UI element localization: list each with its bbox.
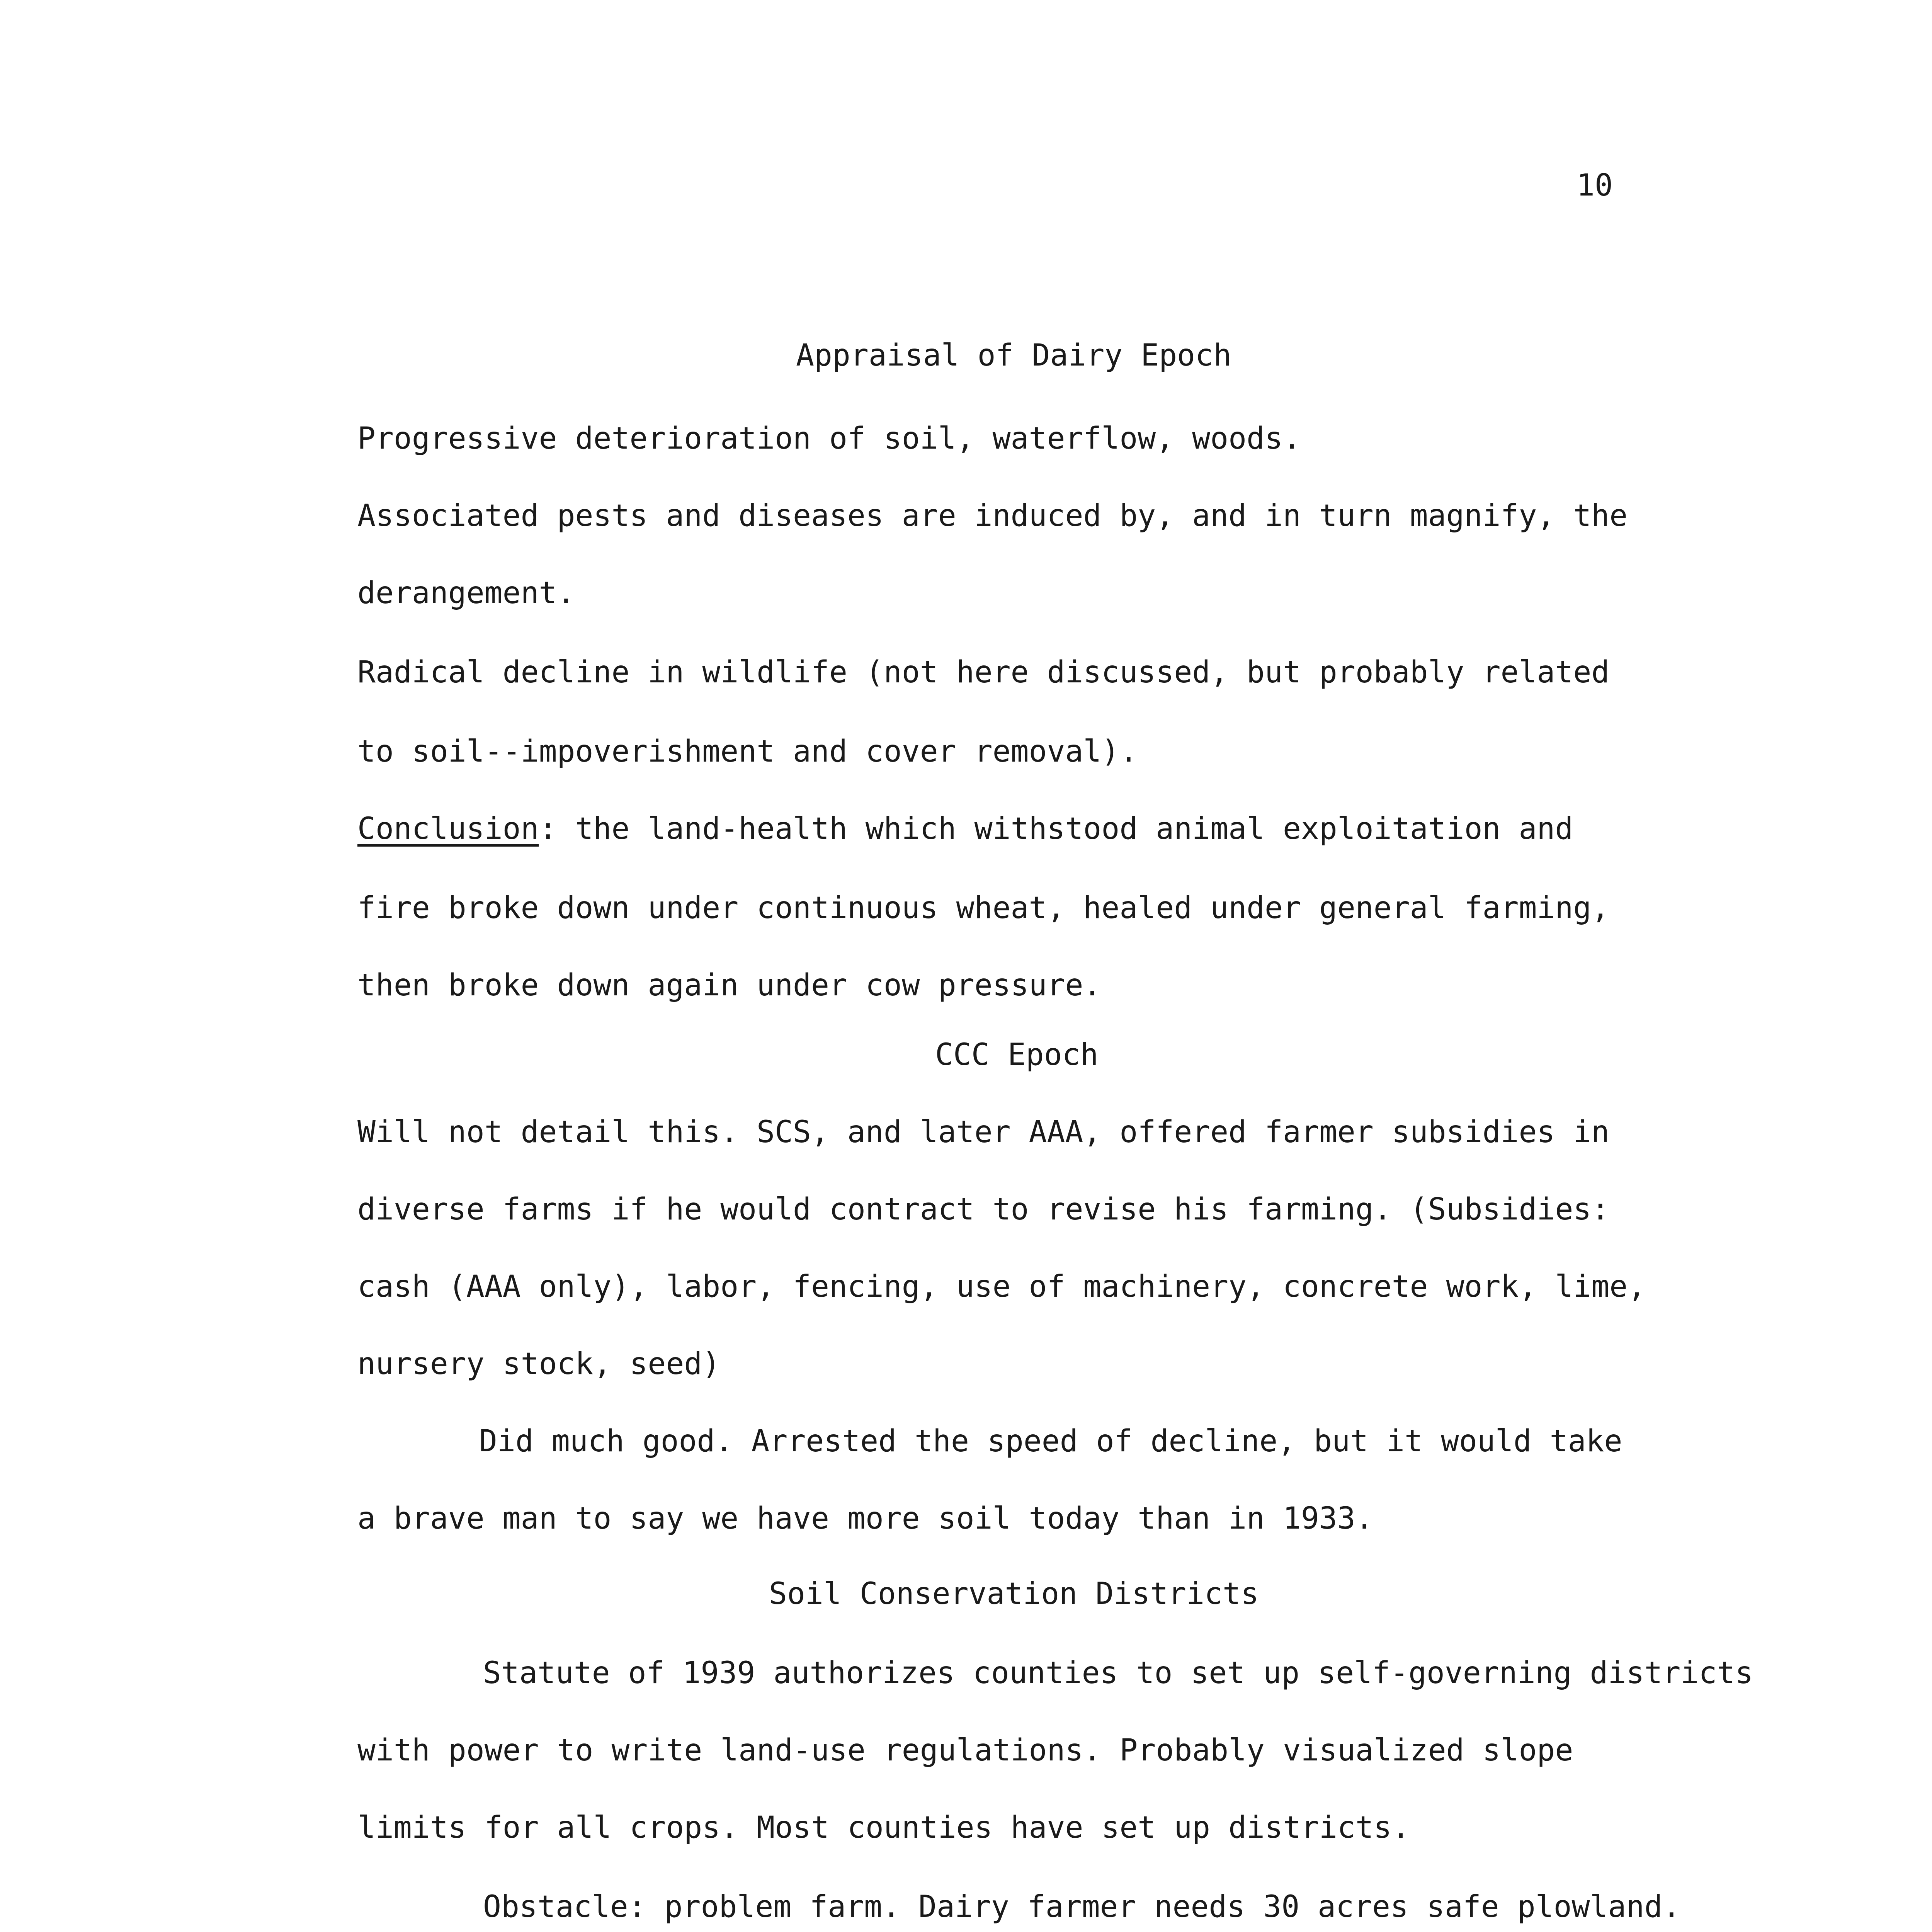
body-line: Obstacle: problem farm. Dairy farmer needs 30 acres safe plowland.: [483, 1889, 1681, 1924]
body-line: fire broke down under continuous wheat, healed under general farming,: [357, 891, 1610, 925]
body-line: a brave man to say we have more soil today than in 1933.: [357, 1501, 1374, 1536]
page-number: 10: [1577, 168, 1613, 203]
conclusion-label: Conclusion: [357, 811, 539, 846]
body-line: Did much good. Arrested the speed of decline, but it would take: [479, 1424, 1622, 1459]
body-line: derangement.: [357, 576, 575, 611]
heading-dairy-epoch: Appraisal of Dairy Epoch: [796, 338, 1232, 373]
body-line: nursery stock, seed): [357, 1347, 721, 1381]
body-line: Will not detail this. SCS, and later AAA, offered farmer subsidies in: [357, 1115, 1610, 1150]
body-line: Radical decline in wildlife (not here discussed, but probably related: [357, 655, 1610, 690]
heading-ccc-epoch: CCC Epoch: [935, 1037, 1099, 1072]
body-line: cash (AAA only), labor, fencing, use of machinery, concrete work, lime,: [357, 1269, 1646, 1304]
conclusion-paragraph-line: [357, 810, 1573, 848]
body-line: Statute of 1939 authorizes counties to set up self-governing districts: [483, 1656, 1753, 1690]
body-line: limits for all crops. Most counties have set up districts.: [357, 1810, 1410, 1845]
body-line: then broke down again under cow pressure.: [357, 968, 1102, 1003]
body-line: to soil--impoverishment and cover removal).: [357, 734, 1138, 769]
conclusion-text: : the land-health which withstood animal exploitation and: [539, 811, 1573, 846]
body-line: with power to write land-use regulations. Probably visualized slope: [357, 1733, 1573, 1768]
body-line: diverse farms if he would contract to revise his farming. (Subsidies:: [357, 1192, 1610, 1227]
body-line: Progressive deterioration of soil, waterflow, woods.: [357, 421, 1301, 456]
body-line: Associated pests and diseases are induced by, and in turn magnify, the: [357, 498, 1628, 533]
heading-soil-conservation-districts: Soil Conservation Districts: [769, 1577, 1259, 1611]
